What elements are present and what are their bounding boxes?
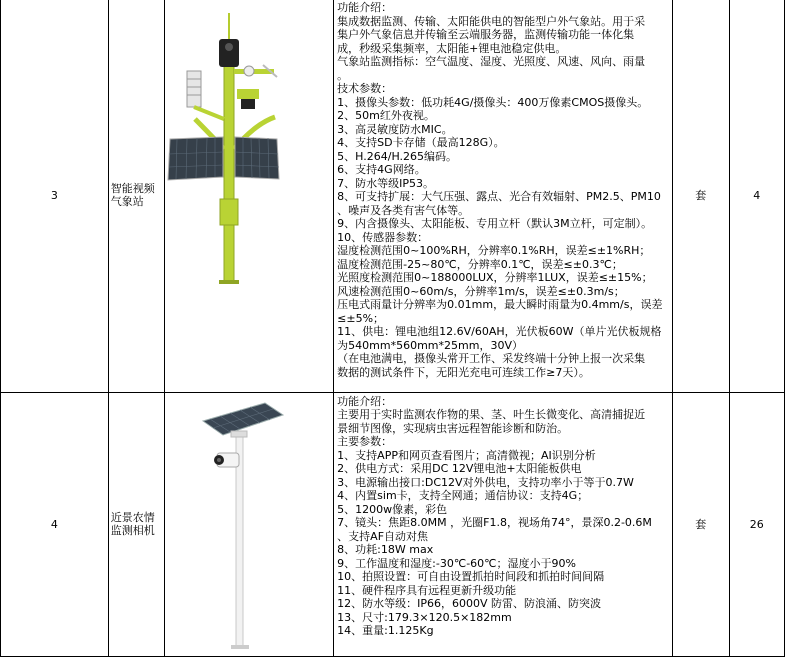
description-line: 气象站监测指标：空气温度、湿度、光照度、风速、风向、雨量 bbox=[337, 55, 646, 68]
product-name bbox=[108, 0, 164, 392]
description-line: 、噪声及各类有害气体等。 bbox=[337, 203, 470, 217]
description-line: 光照度检测范围0~188000LUX，分辨率1LUX，误差≤±15%； bbox=[337, 271, 653, 284]
description-line: 。 bbox=[337, 68, 349, 82]
row-number: 4 bbox=[1, 392, 109, 657]
product-name bbox=[108, 392, 164, 657]
table-row bbox=[1, 392, 785, 657]
product-name-text: 智能视频 气象站 bbox=[110, 181, 155, 209]
description-line: 11、硬件程序具有远程更新升级功能 bbox=[337, 583, 517, 597]
row-number: 3 bbox=[1, 0, 109, 392]
description-line: 5、1200w像素，彩色 bbox=[337, 502, 448, 516]
description-line: 3、电源输出接口:DC12V对外供电，支持功率小于等于0.7W bbox=[337, 475, 634, 489]
description-line: 13、尺寸:179.3×120.5×182mm bbox=[337, 610, 512, 624]
description-line: 景细节图像，实现病虫害远程智能诊断和防治。 bbox=[337, 421, 569, 435]
description-line: 功能介绍： bbox=[337, 1, 393, 14]
description-line: 集成数据监测、传输、太阳能供电的智能型户外气象站。用于采 bbox=[337, 14, 646, 28]
description-line: 12、防水等级：IP66，6000V 防雷、防浪涌、防突波 bbox=[337, 597, 602, 610]
description-line: 9、工作温度和湿度:-30℃-60℃；湿度小于90% bbox=[337, 556, 576, 570]
quantity-cell: 26 bbox=[729, 392, 785, 657]
description-line: 2、供电方式：采用DC 12V锂电池+太阳能板供电 bbox=[337, 462, 582, 475]
table-row bbox=[1, 0, 785, 392]
description-line: 11、供电：锂电池组12.6V/60AH，光伏板60W（单片光伏板规格 bbox=[337, 325, 662, 338]
description-line: （在电池满电，摄像头常开工作、采发终端十分钟上报一次采集 bbox=[337, 352, 646, 365]
description-line: 4、内置sim卡，支持全网通；通信协议：支持4G； bbox=[337, 489, 589, 502]
description-line: 1、支持APP和网页查看图片；高清微视；AI识别分析 bbox=[337, 448, 596, 462]
description-line: 数据的测试条件下，无阳光充电可连续工作≥7天）。 bbox=[337, 365, 590, 379]
description-line: ≤±5%； bbox=[337, 311, 385, 325]
description-line: 4、支持SD卡存储（最高128G）。 bbox=[337, 136, 505, 149]
description-line: 主要参数： bbox=[337, 435, 393, 448]
description-line: 9、内含摄像头、太阳能板、专用立杆（默认3M立杆，可定制）。 bbox=[337, 217, 653, 230]
description-line: 2、50m红外夜视。 bbox=[337, 109, 435, 122]
product-description bbox=[334, 0, 673, 392]
description-line: 为540mm*560mm*25mm，30V） bbox=[337, 338, 523, 352]
description-line: 温度检测范围-25~80℃，分辨率0.1℃，误差≤±0.3℃； bbox=[337, 257, 623, 271]
description-line: 7、镜头：焦距8.0MM ，光圈F1.8，视场角74°，景深0.2-0.6M bbox=[337, 516, 652, 529]
description-lines bbox=[337, 395, 669, 638]
description-line: 5、H.264/H.265编码。 bbox=[337, 149, 458, 163]
solar-camera-pole-image bbox=[165, 393, 333, 653]
product-name-text: 近景农情 监测相机 bbox=[110, 510, 155, 538]
product-description bbox=[334, 392, 673, 657]
description-line: 6、支持4G网络。 bbox=[337, 163, 426, 176]
description-line: 8、功耗:18W max bbox=[337, 543, 434, 556]
product-image-cell bbox=[165, 0, 334, 392]
description-line: 集户外气象信息并传输至云端服务器，监测传输功能一体化集 bbox=[337, 28, 635, 41]
description-line: 风速检测范围0~60m/s，分辨率1m/s，误差≤±0.3m/s； bbox=[337, 284, 625, 298]
description-line: 1、摄像头参数：低功耗4G/摄像头：400万像素CMOS摄像头。 bbox=[337, 95, 649, 109]
description-line: 技术参数： bbox=[337, 82, 393, 95]
unit-cell: 套 bbox=[673, 392, 729, 657]
weather-station-pole-image bbox=[165, 0, 333, 388]
description-line: 成，秒级采集频率，太阳能+锂电池稳定供电。 bbox=[337, 41, 567, 55]
description-lines bbox=[337, 1, 669, 379]
description-line: 湿度检测范围0~100%RH，分辨率0.1%RH，误差≤±1%RH； bbox=[337, 244, 651, 257]
quantity-cell: 4 bbox=[729, 0, 785, 392]
description-line: 14、重量:1.125Kg bbox=[337, 624, 434, 637]
description-line: 、支持AF自动对焦 bbox=[337, 529, 429, 543]
unit-cell: 套 bbox=[673, 0, 729, 392]
description-line: 主要用于实时监测农作物的果、茎、叶生长微变化、高清捕捉近 bbox=[337, 408, 646, 421]
description-line: 功能介绍： bbox=[337, 394, 393, 408]
product-image-cell bbox=[165, 392, 334, 657]
description-line: 10、传感器参数： bbox=[337, 230, 429, 244]
description-line: 10、拍照设置：可自由设置抓拍时间段和抓拍时间间隔 bbox=[337, 570, 605, 583]
description-line: 8、可支持扩展：大气压强、露点、光合有效辐射、PM2.5、PM10 bbox=[337, 190, 661, 203]
description-line: 7、防水等级IP53。 bbox=[337, 176, 435, 190]
description-line: 压电式雨量计分辨率为0.01mm，最大瞬时雨量为0.4mm/s，误差 bbox=[337, 298, 663, 311]
description-line: 3、高灵敏度防水MIC。 bbox=[337, 122, 453, 136]
